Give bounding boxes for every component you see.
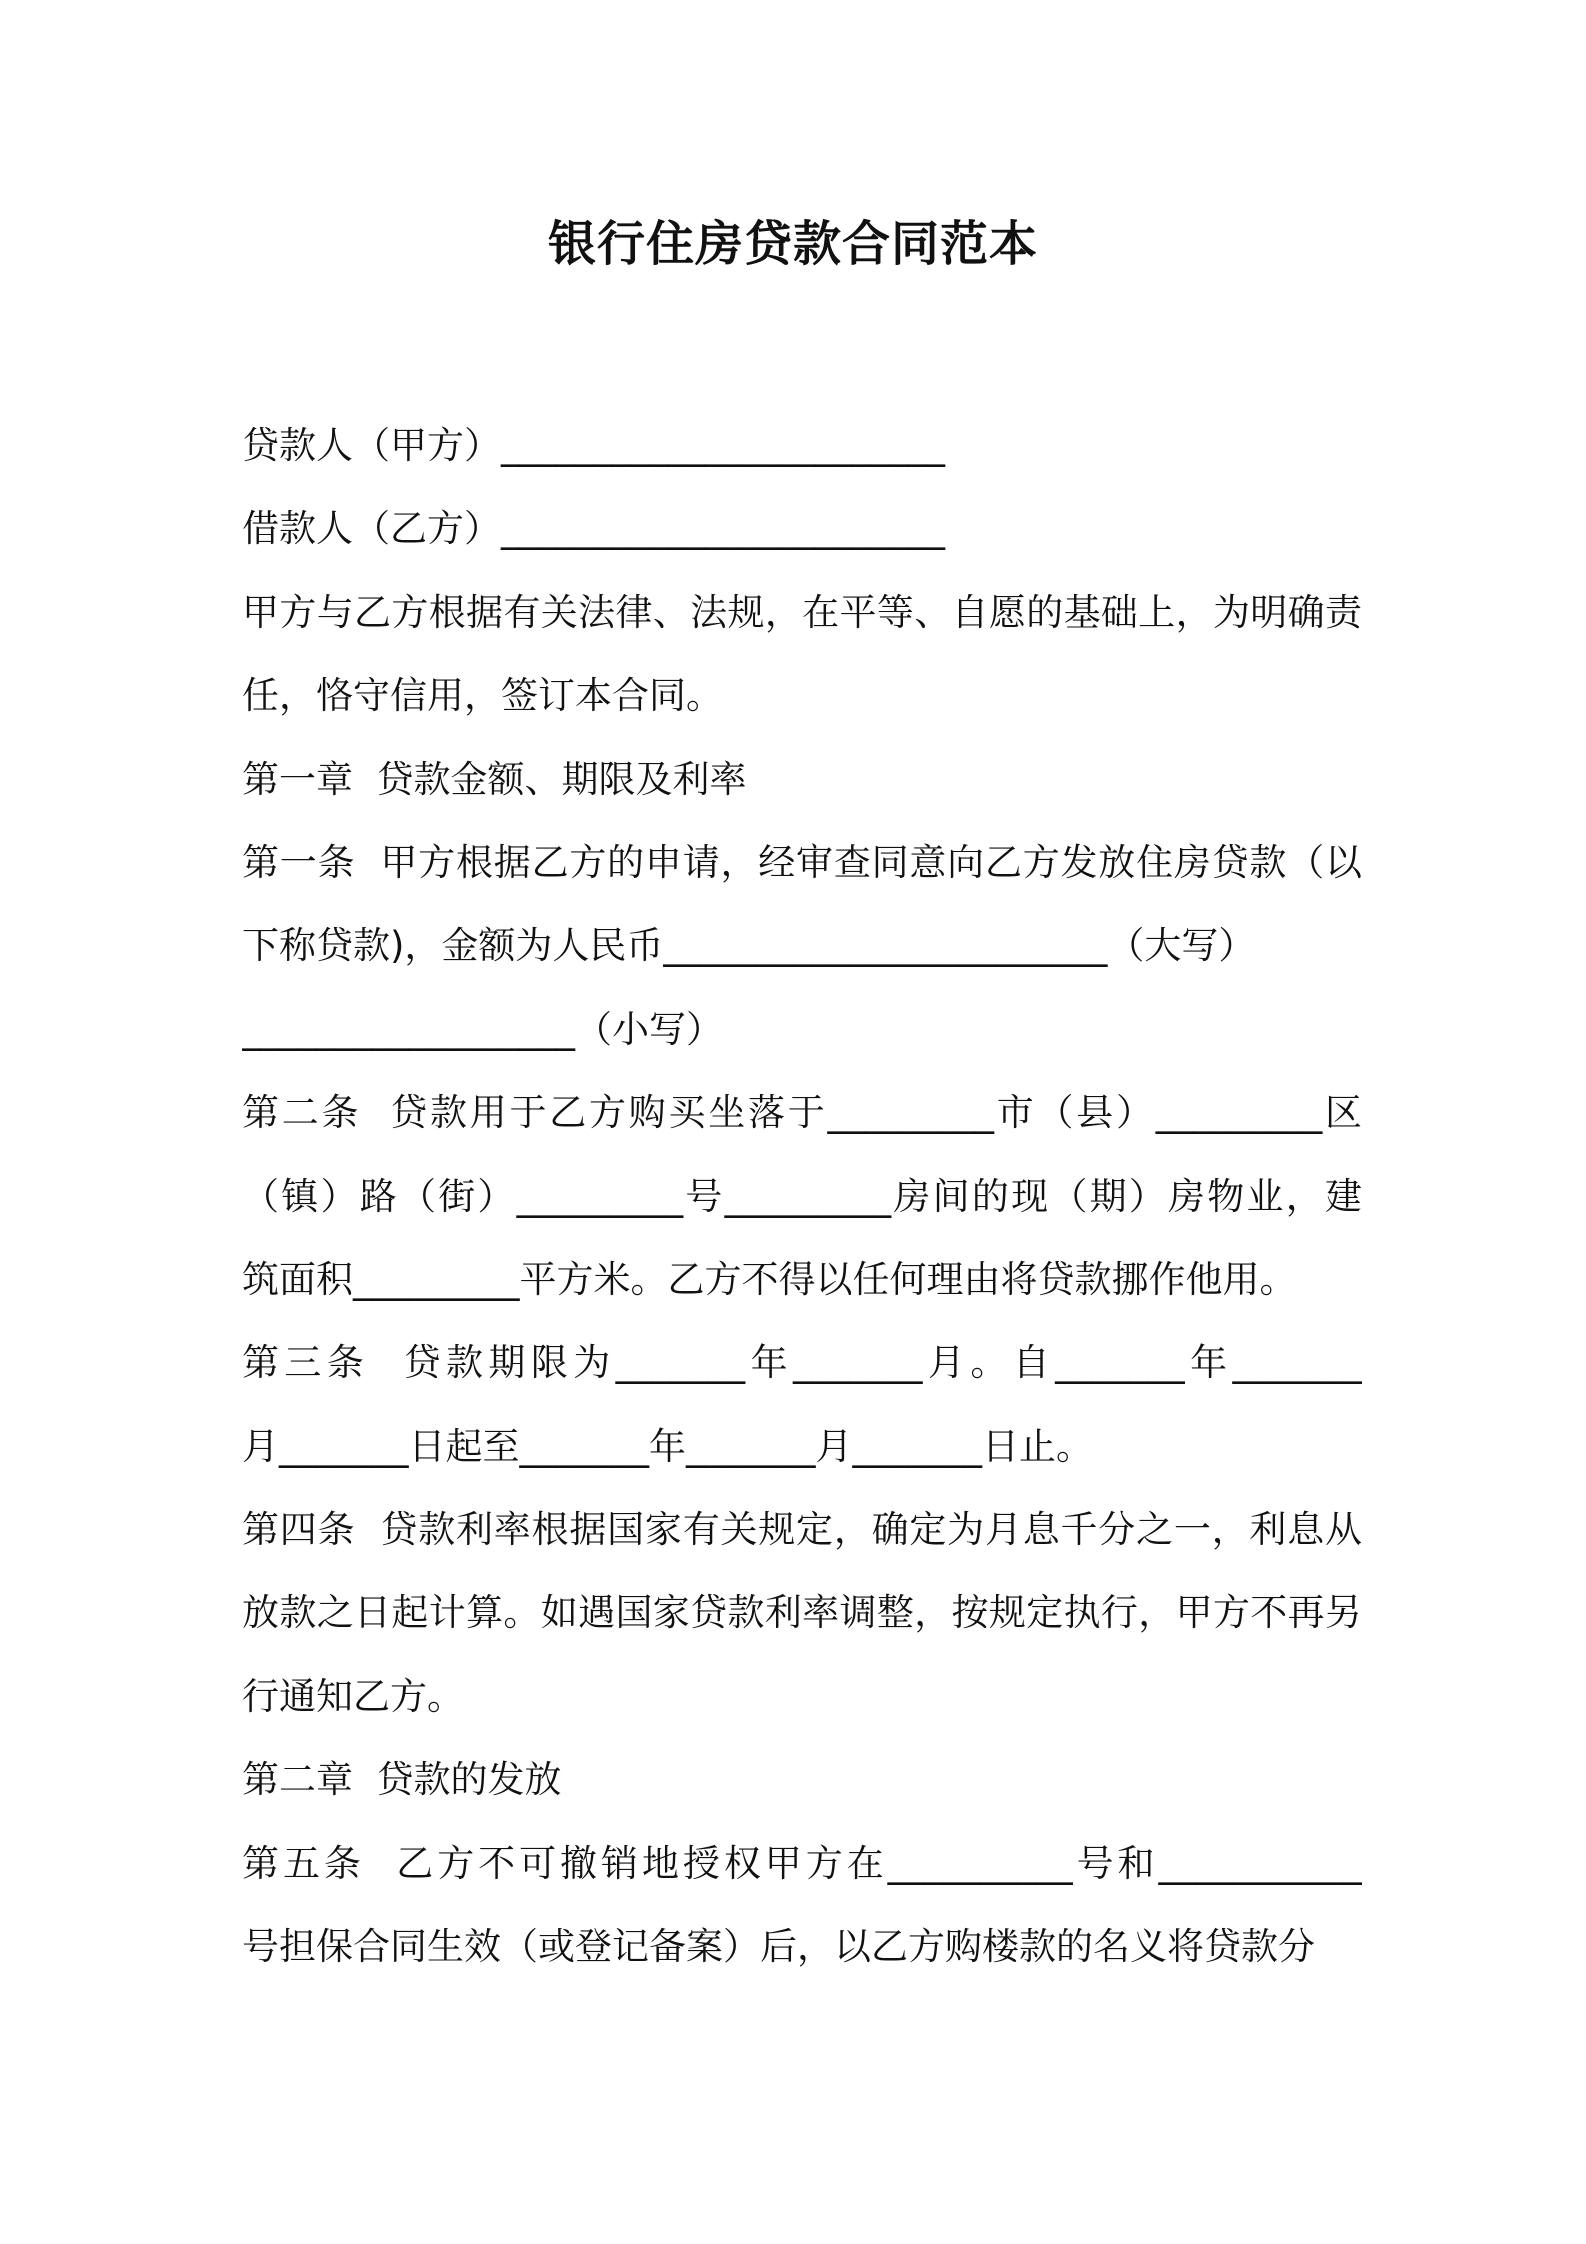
article-line: 第一条 甲方根据乙方的申请，经审查同意向乙方发放住房贷款（以	[242, 840, 1362, 884]
article-line: 筑面积_________平方米。乙方不得以任何理由将贷款挪作他用。	[242, 1257, 1297, 1301]
article-line: 号担保合同生效（或登记备案）后，以乙方购楼款的名义将贷款分	[242, 1925, 1315, 1969]
article-line: 下称贷款)，金额为人民币________________________（大写）	[242, 924, 1256, 968]
preamble-line: 任，恪守信用，签订本合同。	[242, 674, 723, 718]
document-title: 银行住房贷款合同范本	[547, 216, 1038, 272]
article-line: 行通知乙方。	[242, 1674, 464, 1718]
article-line: 第四条 贷款利率根据国家有关规定，确定为月息千分之一，利息从	[242, 1508, 1362, 1552]
borrower-line: 借款人（乙方）________________________	[242, 507, 945, 551]
article-line: 放款之日起计算。如遇国家贷款利率调整，按规定执行，甲方不再另	[242, 1591, 1362, 1635]
article-line: 第五条 乙方不可撤销地授权甲方在__________号和___________	[242, 1841, 1362, 1885]
document-body	[242, 404, 1362, 1988]
article-line: 第三条 贷款期限为_______年_______月。自_______年_______	[242, 1341, 1362, 1385]
article-line: 第二条 贷款用于乙方购买坐落于_________市（县）_________区	[242, 1091, 1362, 1135]
article-line: 月_______日起至_______年_______月_______日止。	[242, 1424, 1093, 1468]
lender-line: 贷款人（甲方）________________________	[242, 424, 945, 467]
chapter-heading: 第一章 贷款金额、期限及利率	[242, 757, 747, 801]
preamble-line: 甲方与乙方根据有关法律、法规，在平等、自愿的基础上，为明确责	[242, 590, 1362, 634]
article-line: __________________（小写）	[242, 1007, 723, 1051]
chapter-heading: 第二章 贷款的发放	[242, 1758, 562, 1802]
article-line: （镇）路（街）_________号_________房间的现（期）房物业，建	[242, 1174, 1362, 1218]
